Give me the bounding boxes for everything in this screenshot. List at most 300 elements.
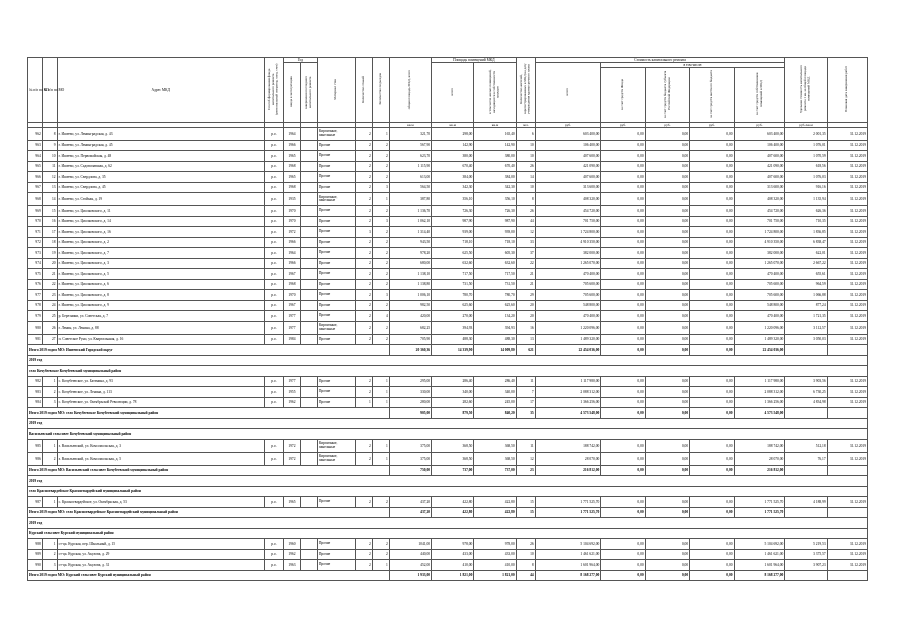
unit-cell: руб. xyxy=(690,122,734,127)
table-cell xyxy=(300,300,317,311)
table-cell: 877,24 xyxy=(785,300,827,311)
year-row xyxy=(28,418,868,429)
total-cell: 0,00 xyxy=(601,570,645,581)
table-cell: с. Кочубеевское, ул. Октябрьской Революции, д. 78 xyxy=(57,397,264,408)
table-cell: 670,40 xyxy=(432,161,474,172)
table-cell: 23 xyxy=(42,290,57,301)
table-cell: 987,90 xyxy=(474,216,516,227)
table-cell: 0,00 xyxy=(690,206,734,217)
unit-cell: руб./кв.м xyxy=(785,122,827,127)
table-cell: 2 xyxy=(372,549,389,560)
table-cell: 356,10 xyxy=(474,193,516,206)
table-cell: г. Ишеево, ул. Первомайская, д. 48 xyxy=(57,151,264,162)
table-cell: 1968 xyxy=(283,182,300,193)
table-cell: 0,00 xyxy=(645,172,689,183)
table-cell: 0,00 xyxy=(690,269,734,280)
table-cell: 15 xyxy=(42,206,57,217)
table-cell: 0,00 xyxy=(690,334,734,345)
table-cell: 2 xyxy=(355,311,372,322)
table-row xyxy=(28,497,868,508)
header-area-total: всего xyxy=(432,63,474,122)
total-cell: 22 454 036,00 xyxy=(734,345,785,356)
table-cell: 0,00 xyxy=(645,193,689,206)
table-cell: 1 601 964,00 xyxy=(535,560,601,571)
total-cell: 0,00 xyxy=(645,345,689,356)
table-cell: 1 771 525,70 xyxy=(734,497,785,508)
table-cell: 0,00 xyxy=(601,193,645,206)
table-cell: 11 xyxy=(516,439,535,452)
table-cell: 1 070,59 xyxy=(785,151,827,162)
table-cell: р.о. xyxy=(264,206,283,217)
table-cell: 972 xyxy=(28,237,43,248)
table-cell: 980 xyxy=(28,321,43,334)
repair-plan-sheet xyxy=(27,57,868,581)
total-cell: 0,00 xyxy=(601,507,645,518)
table-cell: 0,00 xyxy=(645,140,689,151)
table-cell: 986 xyxy=(28,452,43,465)
table-cell: 680,00 xyxy=(389,258,431,269)
table-cell: Прочие xyxy=(317,539,355,550)
table-cell: 0,00 xyxy=(645,227,689,238)
table-cell: 0,00 xyxy=(690,549,734,560)
table-cell: 0,00 xyxy=(645,497,689,508)
table-cell: 1 076,01 xyxy=(785,140,827,151)
table-cell: 0,00 xyxy=(601,216,645,227)
total-row xyxy=(28,465,868,476)
table-cell xyxy=(300,290,317,301)
table-cell: 625,50 xyxy=(432,248,474,259)
table-cell: 2 xyxy=(355,140,372,151)
table-cell: 512,18 xyxy=(785,439,827,452)
table-cell: 21 xyxy=(42,269,57,280)
table-cell: 0,00 xyxy=(645,269,689,280)
table-cell: 31.12.2019 xyxy=(827,497,867,508)
table-cell: 286,40 xyxy=(432,376,474,387)
table-cell: 3 112,57 xyxy=(785,321,827,334)
table-cell xyxy=(300,227,317,238)
table-cell: 2 xyxy=(355,216,372,227)
total-cell: 0,00 xyxy=(690,507,734,518)
table-cell: 1 xyxy=(372,193,389,206)
table-cell: 440,00 xyxy=(389,549,431,560)
total-label: Итого 2019 годом МО: село Кочубеевское Кочубеевский муниципальный район xyxy=(28,408,390,419)
table-cell: 0,00 xyxy=(645,127,689,140)
table-cell: 964 xyxy=(28,151,43,162)
table-cell: 718,10 xyxy=(432,237,474,248)
table-cell: 0,00 xyxy=(645,237,689,248)
table-cell: 1 724 800,00 xyxy=(734,227,785,238)
table-cell: 0,00 xyxy=(601,549,645,560)
table-cell: р.о. xyxy=(264,269,283,280)
table-cell: 983 xyxy=(28,387,43,398)
total-cell: 14 009,80 xyxy=(474,345,516,356)
year-row xyxy=(28,518,868,529)
table-cell: 31.12.2019 xyxy=(827,172,867,183)
table-cell: 2 xyxy=(372,300,389,311)
table-cell: 0,00 xyxy=(690,258,734,269)
table-cell: 31.12.2019 xyxy=(827,300,867,311)
table-cell: 31.12.2019 xyxy=(827,206,867,217)
table-cell: 1966 xyxy=(283,237,300,248)
table-cell xyxy=(300,127,317,140)
table-cell: 1 xyxy=(372,127,389,140)
table-cell: Кирпичные, панельные xyxy=(317,439,355,452)
table-cell: г. Ишеево, ул. Ленинградская, д. 43 xyxy=(57,127,264,140)
table-row xyxy=(28,172,868,183)
table-cell: г. Ишеево, ул. Циолковского, д. 11 xyxy=(57,206,264,217)
table-cell: 407 600,00 xyxy=(734,151,785,162)
table-cell: 0,00 xyxy=(601,321,645,334)
header-deadline: Плановая дата завершения работ xyxy=(827,58,867,123)
table-cell: г. Ишеево, ул. Ленинградская, д. 45 xyxy=(57,140,264,151)
total-cell: 750,00 xyxy=(389,465,431,476)
table-cell: 0,00 xyxy=(645,182,689,193)
total-cell: 0,00 xyxy=(690,345,734,356)
table-cell: р.о. xyxy=(264,497,283,508)
table-cell: 2 xyxy=(355,321,372,334)
total-label: Итого 2019 годом МО: Ишеевский Городской округ xyxy=(28,345,390,356)
section-row xyxy=(28,528,868,539)
table-cell xyxy=(300,269,317,280)
table-cell: Прочие xyxy=(317,311,355,322)
table-cell xyxy=(300,161,317,172)
table-cell: 0,00 xyxy=(601,248,645,259)
table-cell: 33 xyxy=(516,237,535,248)
table-cell: 13 xyxy=(516,334,535,345)
table-cell: 1972 xyxy=(283,227,300,238)
empty-cell xyxy=(827,570,867,581)
table-cell: 270,00 xyxy=(432,311,474,322)
table-cell: 21 xyxy=(516,269,535,280)
table-cell: г. Ишеево, ул. Циолковского, д. 5 xyxy=(57,269,264,280)
table-cell: 0,00 xyxy=(690,161,734,172)
header-cost-total: всего xyxy=(535,63,601,122)
table-cell: 488,30 xyxy=(432,334,474,345)
table-cell: 2 xyxy=(355,497,372,508)
table-cell: г. Ишеево, ул. Циолковского, д. 3 xyxy=(57,258,264,269)
table-cell: 632,60 xyxy=(432,258,474,269)
table-cell: 567,90 xyxy=(389,140,431,151)
table-cell: 1 220 096,00 xyxy=(535,321,601,334)
table-cell: 976 xyxy=(28,279,43,290)
header-residents: Количество жителей, зарегистрированных в МКД на дату утверждения краткосрочного плана xyxy=(516,58,535,123)
table-row xyxy=(28,549,868,560)
table-cell: 564,50 xyxy=(389,182,431,193)
table-cell: 4 910 350,00 xyxy=(535,237,601,248)
table-cell: 970 xyxy=(28,216,43,227)
header-fund: Способ формирования фонда капитального ремонта (региональный оператор, спец. счет) xyxy=(264,58,283,123)
table-cell: 295,00 xyxy=(389,376,431,387)
table-cell: 0,00 xyxy=(690,321,734,334)
table-cell: 1965 xyxy=(283,151,300,162)
table-cell: 4 910 350,00 xyxy=(734,237,785,248)
table-cell: 10 xyxy=(516,151,535,162)
table-cell: 394,93 xyxy=(474,321,516,334)
table-cell: 29 xyxy=(516,290,535,301)
table-cell: Прочие xyxy=(317,216,355,227)
table-row xyxy=(28,334,868,345)
section-label: село Кочубеевское Кочубеевский муниципальный район xyxy=(28,366,868,377)
table-cell: 731,50 xyxy=(474,279,516,290)
table-cell: ст-ца. Курская, пер. Школьный, д. 15 xyxy=(57,539,264,550)
table-cell: 437,20 xyxy=(389,497,431,508)
table-cell: 0,00 xyxy=(690,151,734,162)
total-cell: 20 360,36 xyxy=(389,345,431,356)
table-cell: 605,30 xyxy=(474,248,516,259)
table-cell: 1 836,85 xyxy=(785,227,827,238)
table-cell: 27 xyxy=(42,334,57,345)
table-row xyxy=(28,539,868,550)
table-cell: 548 800,00 xyxy=(734,300,785,311)
table-cell: 1 721,35 xyxy=(785,311,827,322)
table-cell: 340,00 xyxy=(474,387,516,398)
table-cell: Прочие xyxy=(317,397,355,408)
table-cell: 31.12.2019 xyxy=(827,452,867,465)
table-cell xyxy=(300,539,317,550)
table-cell: 0,00 xyxy=(601,206,645,217)
table-cell: 1964 xyxy=(283,127,300,140)
table-cell: 188 742,00 xyxy=(734,439,785,452)
table-cell: 16 xyxy=(42,216,57,227)
table-cell: 2 xyxy=(42,452,57,465)
table-cell: 5 104 692,00 xyxy=(734,539,785,550)
table-cell: Прочие xyxy=(317,182,355,193)
table-cell: 1 xyxy=(42,497,57,508)
table-cell: 3 903,56 xyxy=(785,376,827,387)
table-row xyxy=(28,439,868,452)
table-cell: 12 xyxy=(516,452,535,465)
table-body xyxy=(28,127,868,581)
unit-cell: руб. xyxy=(601,122,645,127)
table-cell: 2 xyxy=(355,452,372,465)
total-cell: 437,20 xyxy=(389,507,431,518)
table-cell: 12 xyxy=(42,172,57,183)
table-cell: 0,00 xyxy=(690,397,734,408)
table-cell: 20 xyxy=(516,300,535,311)
table-cell: 2 xyxy=(372,248,389,259)
table-cell: 0,00 xyxy=(645,311,689,322)
table-cell: 0,00 xyxy=(645,290,689,301)
table-cell: р.о. xyxy=(264,397,283,408)
table-cell xyxy=(300,258,317,269)
table-row xyxy=(28,387,868,398)
table-cell: 705 600,00 xyxy=(535,290,601,301)
table-cell: 2 xyxy=(372,279,389,290)
table-cell: р.о. xyxy=(264,140,283,151)
table-cell: 705 600,00 xyxy=(535,279,601,290)
table-cell: 188 742,00 xyxy=(535,439,601,452)
table-cell: 1 136,70 xyxy=(389,206,431,217)
total-cell: 422,80 xyxy=(432,507,474,518)
table-cell: 313 600,00 xyxy=(734,182,785,193)
table-cell: 14 xyxy=(516,172,535,183)
table-cell: 1 xyxy=(372,397,389,408)
table-cell: 4 834,98 xyxy=(785,397,827,408)
table-cell: 0,00 xyxy=(601,161,645,172)
table-cell: 2 xyxy=(372,539,389,550)
table-cell: 939,00 xyxy=(474,227,516,238)
table-cell: р.о. xyxy=(264,439,283,452)
table-cell: 0,00 xyxy=(601,560,645,571)
table-cell: 0,00 xyxy=(645,560,689,571)
total-cell: 0,00 xyxy=(645,408,689,419)
table-cell: 2 xyxy=(355,182,372,193)
table-cell: 4 188,99 xyxy=(785,497,827,508)
table-cell: 1 489 320,00 xyxy=(734,334,785,345)
table-cell: 3 xyxy=(355,227,372,238)
table-cell: 106 400,00 xyxy=(734,140,785,151)
header-unit-cost: Удельная стоимость капитального ремонта 1 кв. м общей площади помещений МКД xyxy=(785,58,827,123)
table-cell: 26 xyxy=(516,206,535,217)
total-cell: 0,00 xyxy=(645,507,689,518)
table-cell: 967 xyxy=(28,182,43,193)
unit-cell: кв.м xyxy=(432,122,474,127)
table-cell: 626,36 xyxy=(785,206,827,217)
year-label: 2019 год xyxy=(28,355,868,366)
table-cell: 0,00 xyxy=(645,334,689,345)
table-cell: 0,00 xyxy=(690,387,734,398)
table-cell: 710,35 xyxy=(785,216,827,227)
table-cell: 382 000,00 xyxy=(734,248,785,259)
total-cell: 0,00 xyxy=(645,465,689,476)
table-cell: 548 800,00 xyxy=(535,300,601,311)
table-cell: 916,16 xyxy=(785,182,827,193)
table-cell: 31.12.2019 xyxy=(827,321,867,334)
table-cell: 1 265 070,00 xyxy=(734,258,785,269)
empty-cell xyxy=(827,465,867,476)
table-cell: 1962 xyxy=(283,549,300,560)
table-cell: 2 xyxy=(355,127,372,140)
table-cell: 22 xyxy=(516,258,535,269)
table-cell: 31.12.2019 xyxy=(827,539,867,550)
table-cell: Прочие xyxy=(317,279,355,290)
table-cell xyxy=(300,560,317,571)
table-cell: 988 xyxy=(28,539,43,550)
table-cell: Прочие xyxy=(317,172,355,183)
table-cell: 26 xyxy=(516,161,535,172)
header-year-group: Год xyxy=(283,58,317,63)
table-cell xyxy=(300,439,317,452)
table-cell: 5 219,53 xyxy=(785,539,827,550)
table-cell: Прочие xyxy=(317,376,355,387)
total-cell: 0,00 xyxy=(690,408,734,419)
table-cell: 31.12.2019 xyxy=(827,140,867,151)
table-cell: 2 xyxy=(355,172,372,183)
table-cell: 979 xyxy=(28,311,43,322)
table-cell: 20 xyxy=(516,311,535,322)
table-cell: 2 xyxy=(355,193,372,206)
header-cost-incl: в том числе: xyxy=(601,63,785,68)
header-total-area: общая площадь МКД, всего xyxy=(389,58,431,123)
total-cell: 737,00 xyxy=(474,465,516,476)
table-cell: 13 xyxy=(42,182,57,193)
table-cell: 10 xyxy=(516,549,535,560)
table-cell: 19 xyxy=(42,248,57,259)
table-cell: 1 xyxy=(42,376,57,387)
table-cell: 313 600,00 xyxy=(535,182,601,193)
table-cell: 0,00 xyxy=(645,206,689,217)
table-cell: 280,00 xyxy=(389,397,431,408)
table-cell xyxy=(300,206,317,217)
table-cell: 964,59 xyxy=(785,279,827,290)
table-cell: Кирпичные, панельные xyxy=(317,127,355,140)
table-cell: 0,00 xyxy=(690,452,734,465)
table-cell: 982,50 xyxy=(389,300,431,311)
table-cell: р.о. xyxy=(264,376,283,387)
table-cell: р.о. xyxy=(264,334,283,345)
table-cell: 1966 xyxy=(283,140,300,151)
table-cell: 282,60 xyxy=(432,397,474,408)
table-cell: 982 xyxy=(28,376,43,387)
table-cell: 382 000,00 xyxy=(535,248,601,259)
table-cell: 2 xyxy=(355,151,372,162)
table-cell xyxy=(300,334,317,345)
table-cell: 25 xyxy=(42,311,57,322)
table-cell: 2 xyxy=(355,539,372,550)
table-cell: 1 601 964,00 xyxy=(734,560,785,571)
table-cell: 0,00 xyxy=(601,300,645,311)
table-cell: 1 xyxy=(42,439,57,452)
table-cell: 380,00 xyxy=(474,151,516,162)
section-row xyxy=(28,429,868,440)
table-cell: 603 400,00 xyxy=(734,127,785,140)
table-cell: 613,00 xyxy=(389,172,431,183)
empty-cell xyxy=(785,507,827,518)
table-cell: 1 117 980,00 xyxy=(734,376,785,387)
table-row xyxy=(28,269,868,280)
table-cell: 31.12.2019 xyxy=(827,376,867,387)
total-cell: 4 573 548,00 xyxy=(535,408,601,419)
table-cell: 433,00 xyxy=(432,549,474,560)
table-cell: 1960 xyxy=(283,539,300,550)
table-row xyxy=(28,279,868,290)
table-cell: 342,30 xyxy=(474,182,516,193)
table-cell: 1 366 256,00 xyxy=(734,397,785,408)
table-cell: 978,00 xyxy=(432,539,474,550)
table-cell: 966 xyxy=(28,172,43,183)
table-cell: 0,00 xyxy=(645,397,689,408)
table-cell: 356,10 xyxy=(432,193,474,206)
table-cell: 1 xyxy=(372,387,389,398)
total-cell: 23 xyxy=(516,465,535,476)
table-cell: 989 xyxy=(28,549,43,560)
total-row xyxy=(28,345,868,356)
table-cell: 470 400,00 xyxy=(734,311,785,322)
table-cell: 1 366 256,00 xyxy=(535,397,601,408)
header-no: № п/п по КП xyxy=(28,58,43,123)
table-cell: 717,50 xyxy=(432,269,474,280)
table-cell: 2 xyxy=(372,227,389,238)
table-cell: 375,00 xyxy=(389,439,431,452)
header-floors: Количество этажей xyxy=(355,58,372,123)
table-cell: 0,00 xyxy=(645,151,689,162)
table-cell xyxy=(300,248,317,259)
table-cell: 1 062,10 xyxy=(389,216,431,227)
table-cell: Прочие xyxy=(317,161,355,172)
table-row xyxy=(28,182,868,193)
table-cell: з. Васильевский, ул. Комсомольская, д. 3 xyxy=(57,439,264,452)
table-cell: 0,00 xyxy=(601,311,645,322)
total-cell: 0,00 xyxy=(601,465,645,476)
table-cell: 0,00 xyxy=(601,227,645,238)
total-cell: 15 xyxy=(516,507,535,518)
total-cell: 44 xyxy=(516,570,535,581)
table-cell: 368,50 xyxy=(432,439,474,452)
table-cell: г. Ишеево, ул. Циолковского, д. 8 xyxy=(57,290,264,301)
table-cell: 0,00 xyxy=(645,539,689,550)
table-cell: Прочие xyxy=(317,290,355,301)
table-cell: 165,40 xyxy=(474,127,516,140)
